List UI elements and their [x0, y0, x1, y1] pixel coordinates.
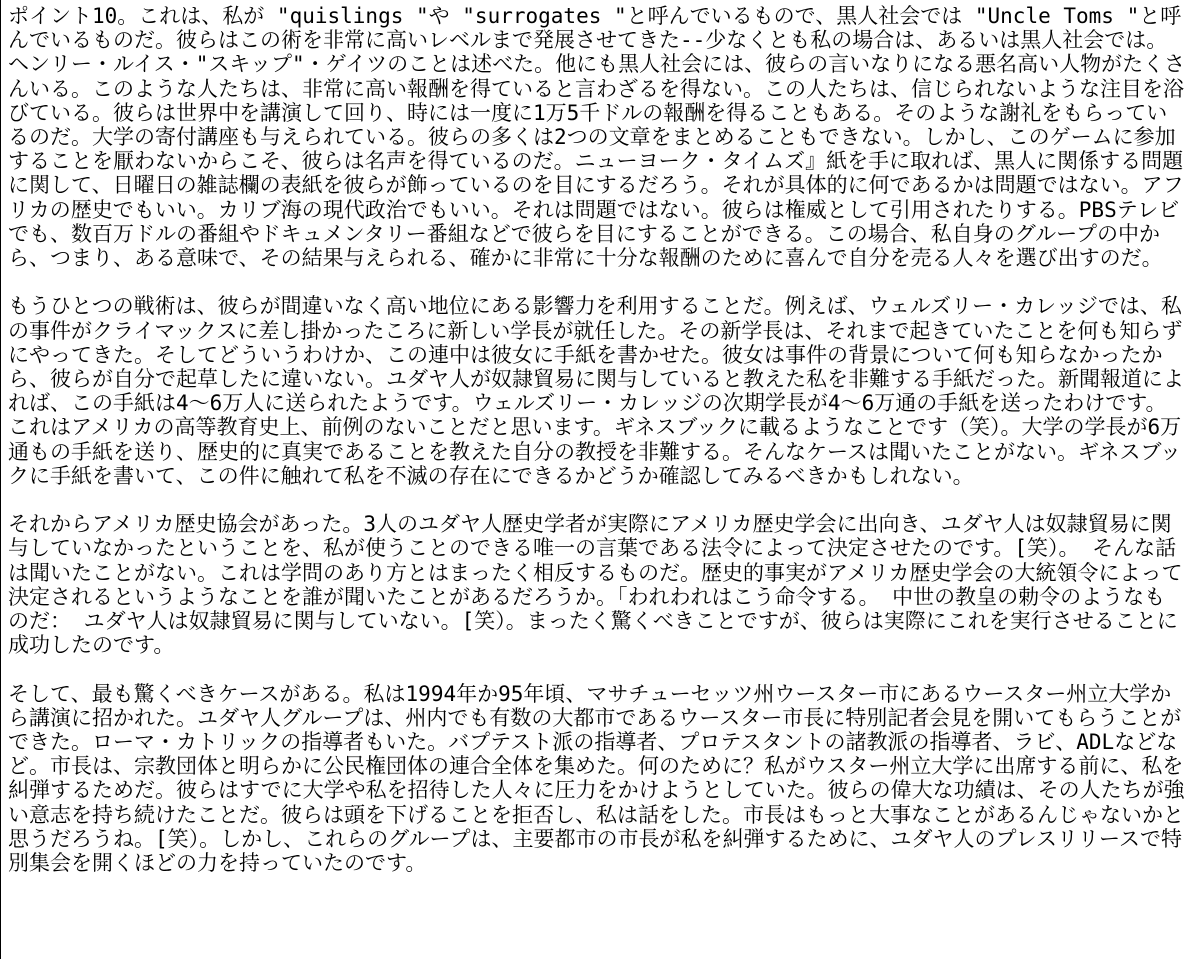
paragraph-wellesley-college: もうひとつの戦術は、彼らが間違いなく高い地位にある影響力を利用することだ。例えば、ウェルズリー・カレッジでは、私の事件がクライマックスに差し掛かったころに新しい学長が就任した。その新学長は、それまで起きていたことを何も知らずにやってきた。そしてどういうわけか、この連中は彼女に手紙を書かせた。彼女は事件の背景について何も知らなかったから、彼らが自分で起草したに違いない。ユダヤ人が奴隷貿易に関与していると教えた私を非難する手紙だった。新聞報道によれば、この手紙は4～6万人に送られたようです。ウェルズリー・カレッジの次期学長が4～6万通の手紙を送ったわけです。これはアメリカの高等教育史上、前例のないことだと思います。ギネスブックに載るようなことです（笑）。大学の学長が6万通もの手紙を送り、歴史的に真実であることを教えた自分の教授を非難する。そんなケースは聞いたことがない。ギネスブックに手紙を書いて、この件に触れて私を不滅の存在にできるかどうか確認してみるべきかもしれない。 — [8, 294, 1184, 488]
paragraph-point-10: ポイント10。これは、私が "quislings "や "surrogates "と呼んでいるもので、黒人社会では "Uncle Toms "と呼んでいるものだ。彼らはこの術を非常に高いレベルまで発展させてきた--少なくとも私の場合は、あるいは黒人社会では。ヘンリー・ルイス・"スキップ"・ゲイツのことは述べた。他にも黒人社会には、彼らの言いなりになる悪名高い人物がたくさんいる。このような人たちは、非常に高い報酬を得ていると言わざるを得ない。この人たちは、信じられないような注目を浴びている。彼らは世界中を講演して回り、時には一度に1万5千ドルの報酬を得ることもある。そのような謝礼をもらっているのだ。大学の寄付講座も与えられている。彼らの多くは2つの文章をまとめることもできない。しかし、このゲームに参加することを厭わないからこそ、彼らは名声を得ているのだ。ニューヨーク・タイムズ』紙を手に取れば、黒人に関係する問題に関して、日曜日の雑誌欄の表紙を彼らが飾っているのを目にするだろう。それが具体的に何であるかは問題ではない。アフリカの歴史でもいい。カリブ海の現代政治でもいい。それは問題ではない。彼らは権威として引用されたりする。PBSテレビでも、数百万ドルの番組やドキュメンタリー番組などで彼らを目にすることができる。この場合、私自身のグループの中から、つまり、ある意味で、その結果与えられる、確かに非常に十分な報酬のために喜んで自分を売る人々を選び出すのだ。 — [8, 4, 1186, 271]
document-body — [8, 4, 1186, 899]
paragraph-worcester-state: そして、最も驚くべきケースがある。私は1994年か95年頃、マサチューセッツ州ウースター市にあるウースター州立大学から講演に招かれた。ユダヤ人グループは、州内でも有数の大都市であるウースター市長に特別記者会見を開いてもらうことができた。ローマ・カトリックの指導者もいた。バプテスト派の指導者、プロテスタントの諸教派の指導者、ラビ、ADLなどなど。市長は、宗教団体と明らかに公民権団体の連合全体を集めた。何のために？私がウスター州立大学に出席する前に、私を糾弾するためだ。彼らはすでに大学や私を招待した人々に圧力をかけようとしていた。彼らの偉大な功績は、その人たちが強い意志を持ち続けたことだ。彼らは頭を下げることを拒否し、私は話をした。市長はもっと大事なことがあるんじゃないかと思うだろうね。[笑）。しかし、これらのグループは、主要都市の市長が私を糾弾するために、ユダヤ人のプレスリリースで特別集会を開くほどの力を持っていたのです。 — [8, 681, 1185, 876]
paragraph-american-historical-association: それからアメリカ歴史協会があった。3人のユダヤ人歴史学者が実際にアメリカ歴史学会に出向き、ユダヤ人は奴隷貿易に関与していなかったということを、私が使うことのできる唯一の言葉である法令によって決定させたのです。[笑）。 そんな話は聞いたことがない。これは学問のあり方とはまったく相反するものだ。歴史的事実がアメリカ歴史学会の大統領令によって決定されるというようなことを誰が聞いたことがあるだろうか。「われわれはこう命令する。 中世の教皇の勅令のようなものだ： ユダヤ人は奴隷貿易に関与していない。[笑）。まったく驚くべきことですが、彼らは実際にこれを実行させることに成功したのです。 — [8, 512, 1183, 658]
